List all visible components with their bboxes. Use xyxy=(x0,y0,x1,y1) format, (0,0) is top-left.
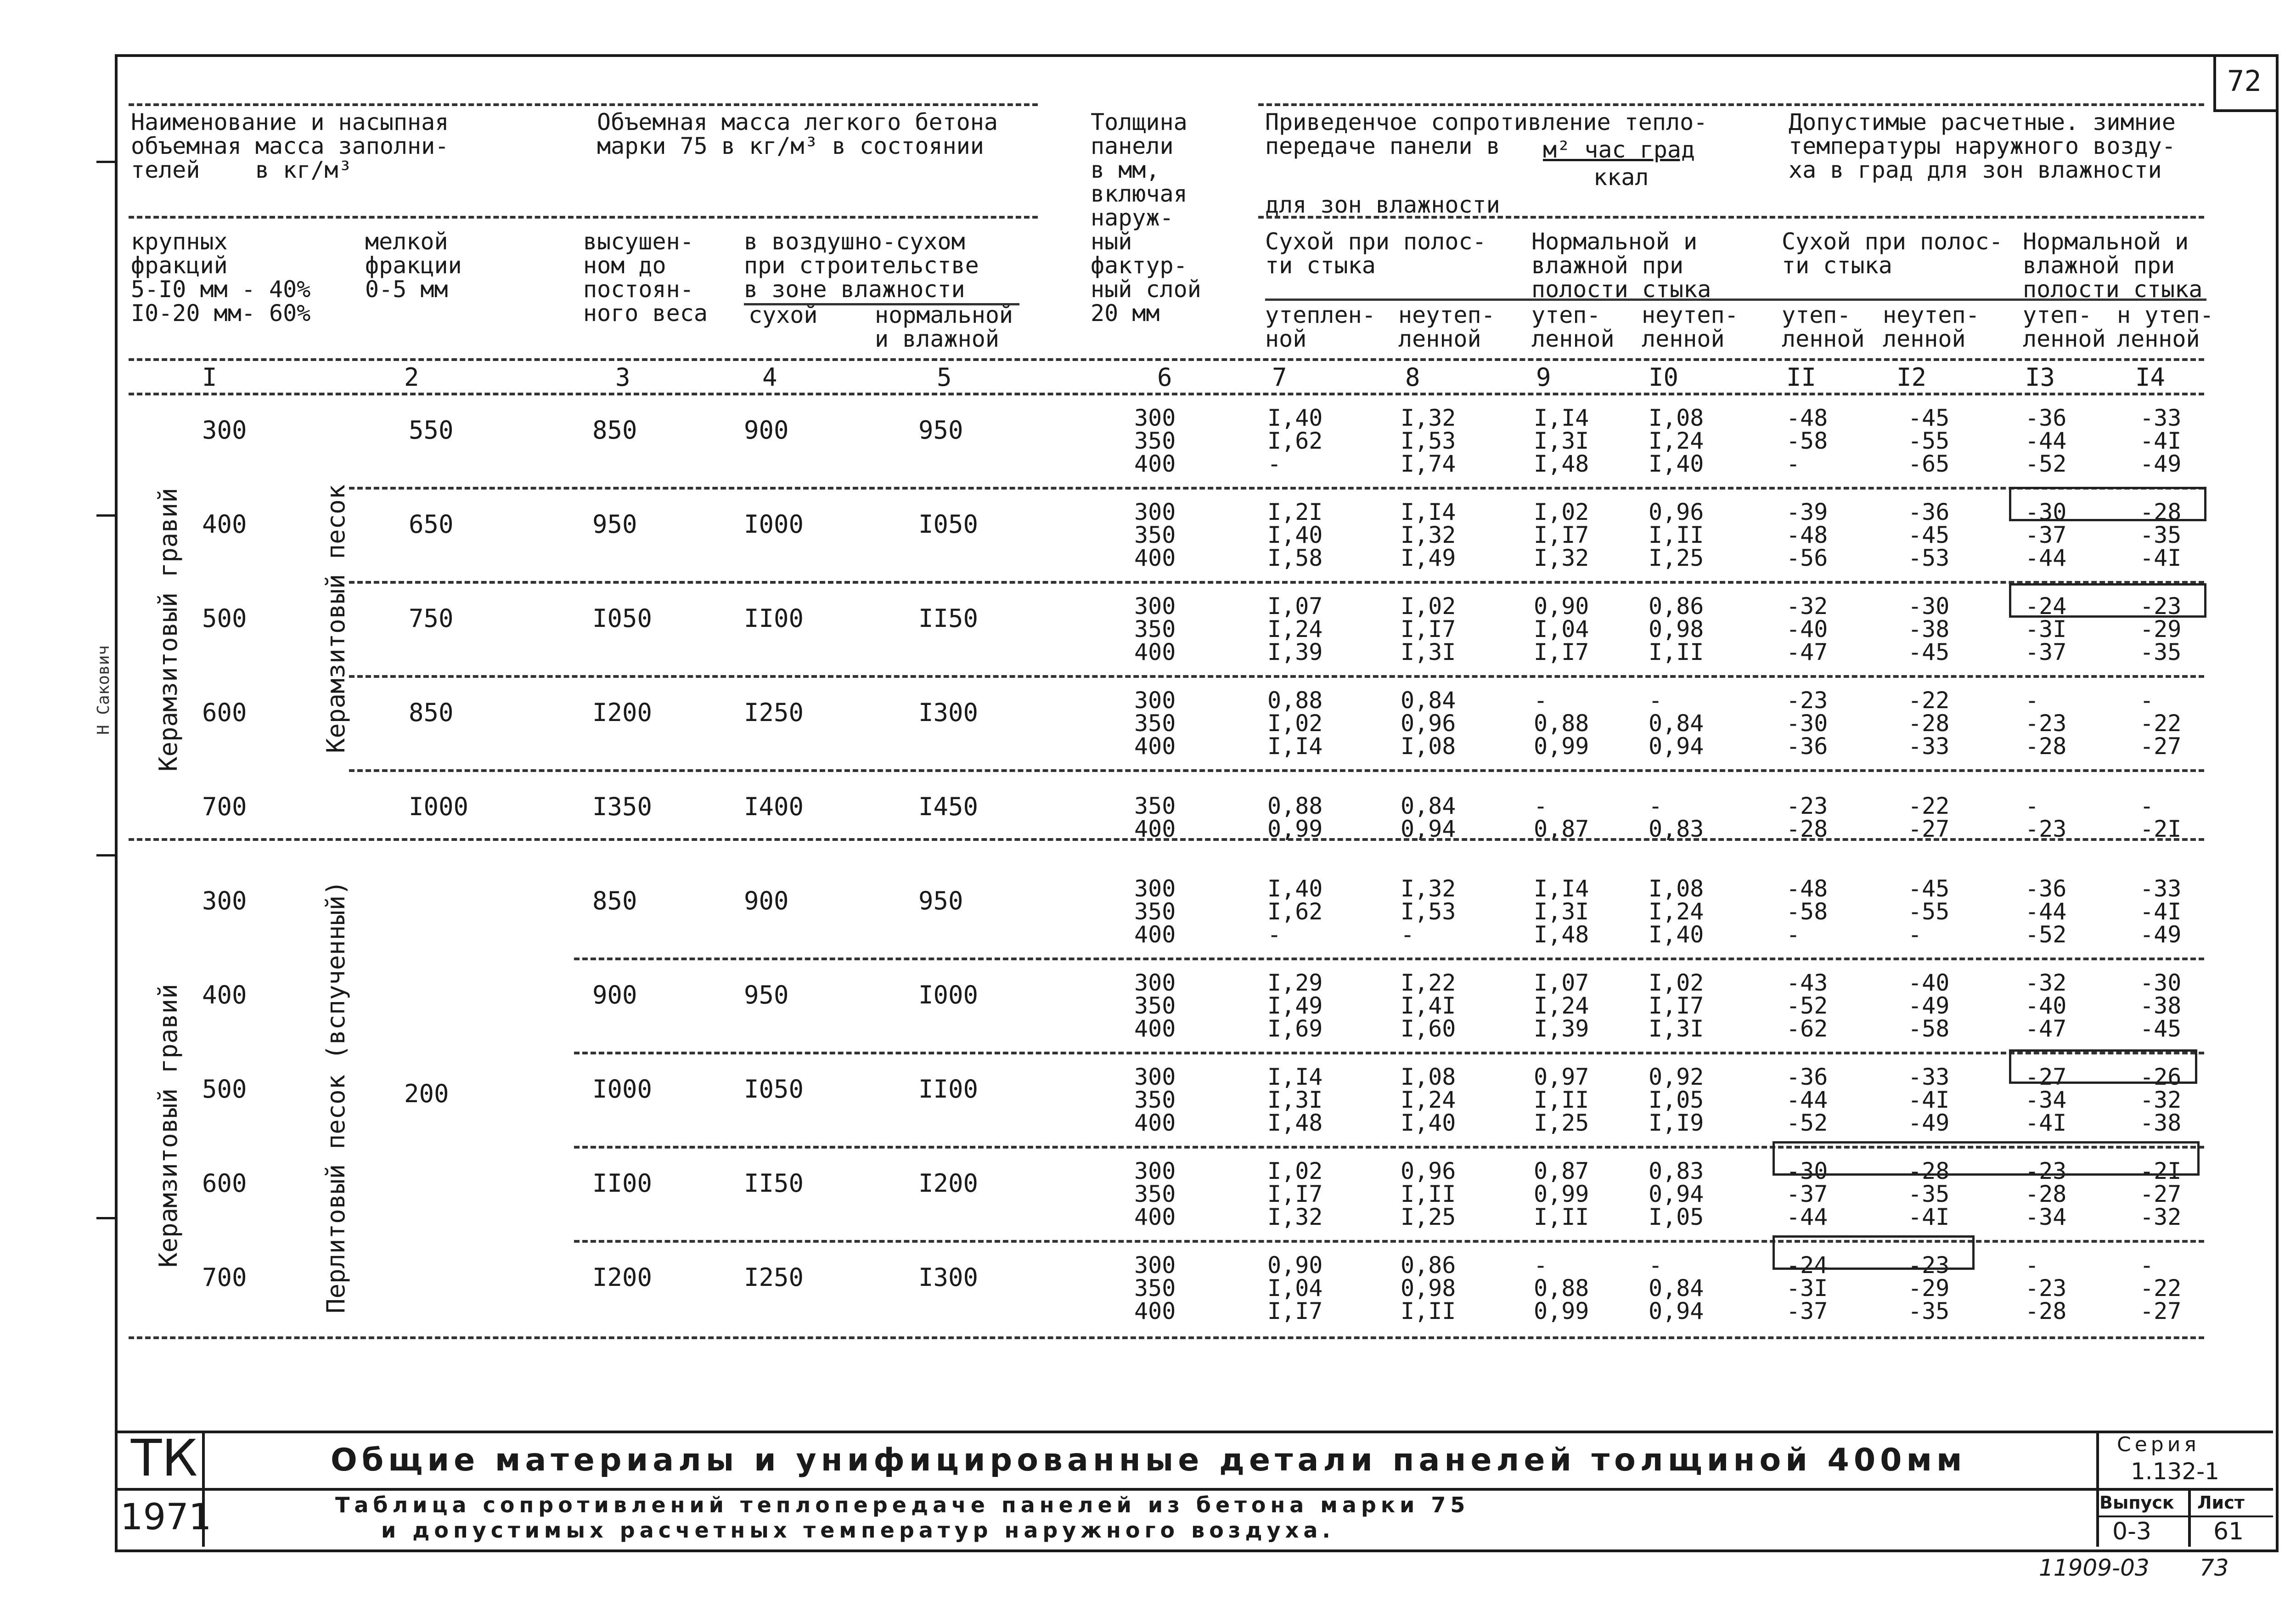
header-mid-dash xyxy=(1258,216,2204,219)
value-cell-t4: - -22 -27 xyxy=(2140,1252,2182,1324)
value-cell-t2: -22 -28 -33 xyxy=(1908,687,1950,760)
header-density: Объемная масса легкого бетона марки 75 в кг/м³ в состоянии xyxy=(597,109,998,159)
value-cell-r3: 0,87 0,99 I,II xyxy=(1534,1158,1589,1230)
value-cell-thick: 350 400 xyxy=(1134,793,1176,842)
density-normal-zone-cell: II50 xyxy=(918,604,979,633)
coarse-density-cell: 700 xyxy=(202,792,247,821)
titleblock-divider xyxy=(2188,1488,2191,1547)
column-number: I xyxy=(202,363,217,392)
density-dried-cell: 950 xyxy=(592,510,637,539)
value-cell-t3: -27 -34 -4I xyxy=(2025,1064,2067,1136)
value-cell-r4: I,02 I,I7 I,3I xyxy=(1649,969,1704,1042)
density-dry-zone-cell: 950 xyxy=(744,980,789,1009)
value-cell-thick: 300 350 400 xyxy=(1134,499,1176,571)
header-fine: мелкой фракции 0-5 мм xyxy=(365,228,462,303)
value-cell-r1: 0,88 I,02 I,I4 xyxy=(1267,687,1323,760)
header-air-dry: в воздушно-сухом при строительстве в зоне влажности xyxy=(744,228,979,303)
value-cell-r2: I,08 I,24 I,40 xyxy=(1401,1064,1456,1136)
density-dried-cell: I200 xyxy=(592,698,653,727)
column-number: I4 xyxy=(2135,363,2166,392)
density-normal-zone-cell: 950 xyxy=(918,416,963,445)
column-number: 7 xyxy=(1272,363,1287,392)
titleblock-mid-line xyxy=(115,1488,2273,1491)
value-cell-t3: - -23 xyxy=(2025,793,2067,842)
density-dried-cell: 850 xyxy=(592,416,637,445)
zone-underline xyxy=(1265,299,2206,301)
column-number: 3 xyxy=(615,363,630,392)
value-cell-t1: -32 -40 -47 xyxy=(1786,593,1828,665)
value-cell-r3: - 0,88 0,99 xyxy=(1534,1252,1589,1324)
value-cell-r3: I,02 I,I7 I,32 xyxy=(1534,499,1589,571)
value-cell-r1: I,I4 I,3I I,48 xyxy=(1267,1064,1323,1136)
margin-tick xyxy=(96,854,116,856)
value-cell-r2: 0,84 0,96 I,08 xyxy=(1401,687,1456,760)
margin-tick xyxy=(96,161,116,163)
header-zones: для зон влажности xyxy=(1265,192,1500,218)
header-t-normal: Нормальной и влажной при полости стыка xyxy=(2023,228,2203,303)
row-separator xyxy=(349,487,2204,490)
density-dried-cell: II00 xyxy=(592,1169,653,1198)
value-cell-r2: 0,86 0,98 I,II xyxy=(1401,1252,1456,1324)
value-cell-t3: -24 -3I -37 xyxy=(2025,593,2067,665)
coarse-density-cell: 300 xyxy=(202,416,247,445)
value-cell-r1: 0,88 0,99 xyxy=(1267,793,1323,842)
value-cell-t2: -22 -27 xyxy=(1908,793,1950,842)
sheet-label: Лист xyxy=(2197,1493,2245,1513)
value-cell-thick: 300 350 400 xyxy=(1134,1158,1176,1230)
value-cell-r4: - 0,83 xyxy=(1649,793,1704,842)
value-cell-t1: -30 -37 -44 xyxy=(1786,1158,1828,1230)
title-sub-2: и допустимых расчетных температур наружного воздуха. xyxy=(381,1518,1335,1543)
row-separator xyxy=(349,769,2204,772)
footer-code: 11909-03 xyxy=(2039,1555,2150,1581)
value-cell-t2: -36 -45 -53 xyxy=(1908,499,1950,571)
density-normal-zone-cell: I300 xyxy=(918,698,979,727)
issue-label: Выпуск xyxy=(2099,1493,2174,1513)
column-number: I0 xyxy=(1649,363,1679,392)
value-cell-t4: - -2I xyxy=(2140,793,2182,842)
value-cell-t2: -28 -35 -4I xyxy=(1908,1158,1950,1230)
col-number-bottom-dash xyxy=(129,393,2204,395)
value-cell-thick: 300 350 400 xyxy=(1134,969,1176,1042)
value-cell-r2: I,02 I,I7 I,3I xyxy=(1401,593,1456,665)
value-cell-r4: - 0,84 0,94 xyxy=(1649,1252,1704,1324)
header-insulated-1: утеплен- ной xyxy=(1265,302,1376,352)
value-cell-r3: - 0,88 0,99 xyxy=(1534,687,1589,760)
density-normal-zone-cell: I450 xyxy=(918,792,979,821)
value-cell-t4: -23 -29 -35 xyxy=(2140,593,2182,665)
row-separator xyxy=(574,958,2204,960)
value-cell-t4: -33 -4I -49 xyxy=(2140,405,2182,477)
value-cell-t2: -40 -49 -58 xyxy=(1908,969,1950,1042)
coarse-density-cell: 600 xyxy=(202,1169,247,1198)
value-cell-thick: 300 350 400 xyxy=(1134,1252,1176,1324)
sheet-value: 61 xyxy=(2213,1518,2244,1545)
fine-density-cell: 850 xyxy=(409,698,454,727)
header-fillers: Наименование и насыпная объемная масса заполни- телей в кг/м³ xyxy=(131,109,449,183)
header-insulated-4: утеп- ленной xyxy=(2023,302,2106,352)
value-cell-r4: I,08 I,24 I,40 xyxy=(1649,875,1704,948)
column-number: 8 xyxy=(1405,363,1420,392)
group1-coarse-label: Керамзитовый гравий xyxy=(154,488,183,772)
value-cell-r4: - 0,84 0,94 xyxy=(1649,687,1704,760)
value-cell-t2: -45 -55 -65 xyxy=(1908,405,1950,477)
header-dried: высушен- ном до постоян- ного веса xyxy=(583,228,708,327)
density-normal-zone-cell: 950 xyxy=(918,886,963,915)
header-temperatures: Допустимые расчетные. зимние температуры наружного возду- ха в град для зон влажности xyxy=(1789,109,2176,183)
header-dry-zone: сухой xyxy=(748,302,818,328)
value-cell-t4: -2I -27 -32 xyxy=(2140,1158,2182,1230)
coarse-density-cell: 400 xyxy=(202,980,247,1009)
value-cell-r1: I,02 I,I7 I,32 xyxy=(1267,1158,1323,1230)
margin-signature: Н Сакович xyxy=(94,645,113,735)
value-cell-r2: I,32 I,53 I,74 xyxy=(1401,405,1456,477)
fine-density-cell: 550 xyxy=(409,416,454,445)
group2-fine-label: Перлитовый песок (вспученный) xyxy=(321,880,350,1313)
header-r-dry: Сухой при полос- ти стыка xyxy=(1265,228,1486,279)
tk-mark: ТК xyxy=(131,1429,198,1487)
value-cell-r4: I,08 I,24 I,40 xyxy=(1649,405,1704,477)
coarse-density-cell: 400 xyxy=(202,510,247,539)
coarse-density-cell: 500 xyxy=(202,1075,247,1104)
column-number: II xyxy=(1786,363,1817,392)
value-cell-t1: -48 -58 - xyxy=(1786,875,1828,948)
column-number: 5 xyxy=(937,363,952,392)
group1-fine-label: Керамзитовый песок xyxy=(321,484,350,753)
column-number: I2 xyxy=(1896,363,1927,392)
value-cell-t2: -33 -4I -49 xyxy=(1908,1064,1950,1136)
header-uninsulated-2: неутеп- ленной xyxy=(1642,302,1739,352)
row-separator xyxy=(574,1052,2204,1054)
column-number: I3 xyxy=(2025,363,2055,392)
value-cell-r2: 0,96 I,II I,25 xyxy=(1401,1158,1456,1230)
density-dry-zone-cell: I400 xyxy=(744,792,804,821)
density-dry-zone-cell: I050 xyxy=(744,1075,804,1104)
value-cell-r2: I,32 I,53 - xyxy=(1401,875,1456,948)
value-cell-t1: -24 -3I -37 xyxy=(1786,1252,1828,1324)
header-insulated-3: утеп- ленной xyxy=(1782,302,1865,352)
density-dry-zone-cell: I250 xyxy=(744,1263,804,1292)
header-top-dash xyxy=(129,103,1038,106)
header-uninsulated-4: н утеп- ленной xyxy=(2117,302,2214,352)
value-cell-r3: I,I4 I,3I I,48 xyxy=(1534,405,1589,477)
header-uninsulated-1: неутеп- ленной xyxy=(1398,302,1495,352)
value-cell-thick: 300 350 400 xyxy=(1134,1064,1176,1136)
header-top-dash xyxy=(1258,103,2204,106)
highlight-box xyxy=(2009,487,2206,521)
value-cell-thick: 300 350 400 xyxy=(1134,875,1176,948)
value-cell-t1: -23 -30 -36 xyxy=(1786,687,1828,760)
value-cell-t3: -36 -44 -52 xyxy=(2025,875,2067,948)
value-cell-t4: -28 -35 -4I xyxy=(2140,499,2182,571)
issue-value: 0-3 xyxy=(2112,1518,2151,1545)
coarse-density-cell: 700 xyxy=(202,1263,247,1292)
value-cell-r4: 0,86 0,98 I,II xyxy=(1649,593,1704,665)
value-cell-r2: I,I4 I,32 I,49 xyxy=(1401,499,1456,571)
value-cell-t1: -23 -28 xyxy=(1786,793,1828,842)
group-separator xyxy=(129,838,2204,841)
value-cell-r3: 0,90 I,04 I,I7 xyxy=(1534,593,1589,665)
highlight-box xyxy=(1773,1141,2200,1176)
row-separator xyxy=(349,581,2204,584)
value-cell-t4: -30 -38 -45 xyxy=(2140,969,2182,1042)
value-cell-t1: -36 -44 -52 xyxy=(1786,1064,1828,1136)
density-dry-zone-cell: II00 xyxy=(744,604,804,633)
value-cell-r2: I,22 I,4I I,60 xyxy=(1401,969,1456,1042)
value-cell-t2: -45 -55 - xyxy=(1908,875,1950,948)
density-dry-zone-cell: I000 xyxy=(744,510,804,539)
header-normal-zone: нормальной и влажной xyxy=(875,302,1013,352)
series-label: Серия xyxy=(2117,1433,2200,1456)
value-cell-r1: I,40 I,62 - xyxy=(1267,405,1323,477)
value-cell-t3: -36 -44 -52 xyxy=(2025,405,2067,477)
header-uninsulated-3: неутеп- ленной xyxy=(1883,302,1980,352)
value-cell-t3: - -23 -28 xyxy=(2025,687,2067,760)
value-cell-t1: -39 -48 -56 xyxy=(1786,499,1828,571)
header-coarse: крупных фракций 5-I0 мм - 40% I0-20 мм- 60% xyxy=(131,228,311,327)
value-cell-r4: 0,96 I,II I,25 xyxy=(1649,499,1704,571)
highlight-box xyxy=(2009,583,2206,618)
value-cell-r1: I,40 I,62 - xyxy=(1267,875,1323,948)
year: 1971 xyxy=(120,1497,212,1538)
header-resistance-unit-den: ккал xyxy=(1593,164,1649,191)
header-thickness: Толщина панели в мм, включая наруж- ный фактур- ный слой 20 мм xyxy=(1091,109,1201,327)
footer-page: 73 xyxy=(2200,1555,2229,1581)
value-cell-r3: I,07 I,24 I,39 xyxy=(1534,969,1589,1042)
coarse-density-cell: 600 xyxy=(202,698,247,727)
density-dried-cell: 850 xyxy=(592,886,637,915)
value-cell-t4: -33 -4I -49 xyxy=(2140,875,2182,948)
value-cell-t2: -30 -38 -45 xyxy=(1908,593,1950,665)
value-cell-r1: I,29 I,49 I,69 xyxy=(1267,969,1323,1042)
density-normal-zone-cell: I050 xyxy=(918,510,979,539)
coarse-density-cell: 300 xyxy=(202,886,247,915)
fine-density-cell: 650 xyxy=(409,510,454,539)
title-sub-1: Таблица сопротивлений теплопередаче панелей из бетона марки 75 xyxy=(335,1493,1470,1517)
title-main: Общие материалы и унифицированные детали панелей толщиной 400мм xyxy=(331,1442,1967,1478)
fine-density-cell: 750 xyxy=(409,604,454,633)
density-dry-zone-cell: II50 xyxy=(744,1169,804,1198)
value-cell-t1: -48 -58 - xyxy=(1786,405,1828,477)
value-cell-r3: I,I4 I,3I I,48 xyxy=(1534,875,1589,948)
value-cell-t1: -43 -52 -62 xyxy=(1786,969,1828,1042)
value-cell-t3: -32 -40 -47 xyxy=(2025,969,2067,1042)
coarse-density-cell: 500 xyxy=(202,604,247,633)
value-cell-r2: 0,84 0,94 xyxy=(1401,793,1456,842)
value-cell-thick: 300 350 400 xyxy=(1134,687,1176,760)
density-normal-zone-cell: I200 xyxy=(918,1169,979,1198)
value-cell-r1: I,2I I,40 I,58 xyxy=(1267,499,1323,571)
density-dried-cell: I200 xyxy=(592,1263,653,1292)
density-normal-zone-cell: I000 xyxy=(918,980,979,1009)
highlight-box xyxy=(2009,1049,2197,1084)
margin-tick xyxy=(96,514,116,517)
header-mid-dash xyxy=(129,216,1038,219)
highlight-box xyxy=(1773,1235,1975,1270)
titleblock-top-line xyxy=(115,1431,2273,1433)
density-dried-cell: I350 xyxy=(592,792,653,821)
group2-fine-value: 200 xyxy=(404,1079,449,1108)
row-separator xyxy=(349,675,2204,678)
header-t-dry: Сухой при полос- ти стыка xyxy=(1782,228,2003,279)
value-cell-r3: - 0,87 xyxy=(1534,793,1589,842)
header-resistance: Приведенчое сопротивление тепло- передаче панели в xyxy=(1265,109,1708,159)
table-end-dash xyxy=(129,1336,2204,1339)
value-cell-t3: -23 -28 -34 xyxy=(2025,1158,2067,1230)
value-cell-t4: -26 -32 -38 xyxy=(2140,1064,2182,1136)
density-dry-zone-cell: 900 xyxy=(744,886,789,915)
fine-density-cell: I000 xyxy=(409,792,469,821)
density-dry-zone-cell: I250 xyxy=(744,698,804,727)
density-dried-cell: I050 xyxy=(592,604,653,633)
titleblock-divider xyxy=(2096,1431,2099,1547)
value-cell-thick: 300 350 400 xyxy=(1134,405,1176,477)
value-cell-thick: 300 350 400 xyxy=(1134,593,1176,665)
value-cell-r1: 0,90 I,04 I,I7 xyxy=(1267,1252,1323,1324)
column-number: 6 xyxy=(1157,363,1172,392)
density-dried-cell: I000 xyxy=(592,1075,653,1104)
header-insulated-2: утеп- ленной xyxy=(1531,302,1615,352)
value-cell-r4: 0,92 I,05 I,I9 xyxy=(1649,1064,1704,1136)
column-number: 2 xyxy=(404,363,419,392)
column-number: 9 xyxy=(1536,363,1551,392)
value-cell-r3: 0,97 I,II I,25 xyxy=(1534,1064,1589,1136)
header-resistance-unit: м² час град xyxy=(1543,136,1695,163)
col-number-top-dash xyxy=(129,358,2204,361)
density-normal-zone-cell: I300 xyxy=(918,1263,979,1292)
column-number: 4 xyxy=(762,363,777,392)
value-cell-r4: 0,83 0,94 I,05 xyxy=(1649,1158,1704,1230)
value-cell-t3: - -23 -28 xyxy=(2025,1252,2067,1324)
value-cell-t3: -30 -37 -44 xyxy=(2025,499,2067,571)
value-cell-t2: -23 -29 -35 xyxy=(1908,1252,1950,1324)
density-dried-cell: 900 xyxy=(592,980,637,1009)
header-r-normal: Нормальной и влажной при полости стыка xyxy=(1531,228,1711,303)
series-value: 1.132-1 xyxy=(2131,1458,2219,1485)
page-number: 72 xyxy=(2227,64,2262,98)
density-dry-zone-cell: 900 xyxy=(744,416,789,445)
value-cell-t4: - -22 -27 xyxy=(2140,687,2182,760)
density-normal-zone-cell: II00 xyxy=(918,1075,979,1104)
titleblock-label-line xyxy=(2096,1515,2273,1517)
group2-coarse-label: Керамзитовый гравий xyxy=(154,984,183,1268)
margin-tick xyxy=(96,1217,116,1219)
value-cell-r1: I,07 I,24 I,39 xyxy=(1267,593,1323,665)
